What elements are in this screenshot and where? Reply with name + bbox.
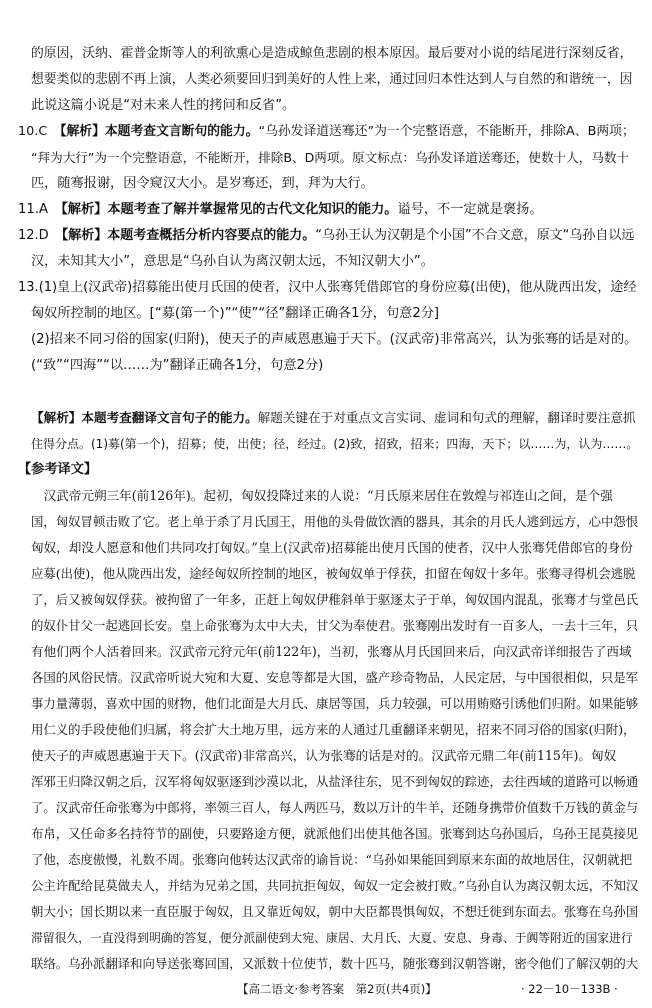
text-line: 匈奴所控制的地区。[“募(第一个)”“使”“径”翻译正确各1分，句意2分] [31, 306, 440, 321]
translation-line: 浑邪王归降汉朝之后，汉军将匈奴驱逐到沙漠以北，从盐泽往东，见不到匈奴的踪迹，去往西域的道路可以畅通 [31, 774, 639, 789]
translation-line: 了他，态度傲慢，礼数不周。张骞向他转达汉武帝的谕旨说：“乌孙如果能回到原来东面的故地居住，汉朝就把 [31, 852, 633, 867]
question-11: 11.A 【解析】本题考查了解并掌握常见的古代文化知识的能力。谥号，不一定就是褒扬。 [18, 202, 543, 217]
translation-line: 用仁义的手段使他们归属，将会扩大土地万里，远方来的人通过几重翻译来朝见，招来不同习俗的国家(归附)， [31, 722, 636, 737]
translation-line: 事力量薄弱，喜欢中国的财物，他们北面是大月氏、康居等国，兵力较强，可以用贿赂引诱他们归附。如果能够 [31, 696, 639, 711]
translation-line: 了，后又被匈奴俘获。被拘留了一年多，正赶上匈奴伊稚斜单于驱逐太子于单，匈奴国内混乱，张骞才与堂邑氏 [31, 592, 639, 607]
translation-line: 有他们两个人活着回来。汉武帝元狩元年(前122年)，当初，张骞从月氏国回来后，向汉武帝详细报告了西域 [31, 644, 632, 659]
translation-line: 应募(出使)，他从陇西出发，途经匈奴所控制的地区，被匈奴单于俘获，扣留在匈奴十多年。张骞寻得机会逃脱 [31, 566, 636, 581]
page-footer [0, 979, 652, 1001]
text-line: 此说这篇小说是“对未来人性的拷问和反省”。 [31, 98, 296, 113]
translation-line: 使天子的声威恩惠遍于天下。(汉武帝)非常高兴，认为张骞的话是对的。汉武帝元鼎二年(前115年)。匈奴 [31, 748, 617, 763]
translation-line: 的奴仆甘父一起逃回长安。皇上命张骞为太中大夫，甘父为奉使君。张骞刚出发时有一百多人，一去十三年，只 [31, 618, 639, 633]
text-line: 匹，随骞报谢，因令窥汉大小。是岁骞还，到，拜为大行。 [31, 176, 374, 191]
translation-line: 朝大小；国长期以来一直臣服于匈奴，且又靠近匈奴，朝中大臣都畏惧匈奴，不想迁徙到东面去。张骞在乌孙国 [31, 904, 639, 919]
text-line: 汉，未知其大小”，意思是“乌孙自认为离汉朝太远，不知汉朝大小”。 [31, 254, 434, 269]
translation-line: 汉武帝元朔三年(前126年)。起初，匈奴投降过来的人说：“月氏原来居住在敦煌与祁连山之间，是个强 [31, 488, 613, 503]
translation-line: 了。汉武帝任命张骞为中郎将，率领三百人，每人两匹马，数以万计的牛羊，还随身携带价值数千万钱的黄金与 [31, 800, 639, 815]
question-13: 13.(1)皇上(汉武帝)招募能出使月氏国的使者，汉中人张骞凭借郎官的身份应募(出使)，他从陇西出发，途经 [18, 280, 637, 295]
footer-title: 【高二语文·参考答案 第2页(共4页)】 [237, 982, 437, 996]
translation-line: 国，匈奴冒顿击败了它。老上单于杀了月氏国王，用他的头骨做饮酒的器具，其余的月氏人逃到远方，心中怨恨 [31, 514, 639, 529]
translation-line: 匈奴，却没人愿意和他们共同攻打匈奴。”皇上(汉武帝)招募能出使月氏国的使者，汉中人张骞凭借郎官的身份 [31, 540, 633, 555]
text-line: 的原因，沃纳、霍普金斯等人的利欲熏心是造成鲸鱼悲剧的根本原因。最后要对小说的结尾进行深刻反省， [31, 46, 633, 61]
translation-line: 布帛，又任命多名持符节的副使，只要路途方便，就派他们出使其他各国。张骞到达乌孙国后，乌孙王昆莫接见 [31, 826, 639, 841]
translation-line: 公主许配给昆莫做夫人，并结为兄弟之国，共同抗拒匈奴，匈奴一定会被打败。”乌孙自认为离汉朝太远，不知汉 [31, 878, 639, 893]
translation-line: 联络。乌孙派翻译和向导送张骞回国，又派数十位使节，数十匹马，随张骞到汉朝答谢，密令他们了解汉朝的大 [31, 956, 639, 971]
question-12: 12.D 【解析】本题考查概括分析内容要点的能力。“乌孙王认为汉朝是个小国”不合文意，原文“乌孙自以远 [18, 228, 635, 243]
text-line: 【解析】本题考查翻译文言句子的能力。解题关键在于对重点文言实词、虚词和句式的理解，翻译时要注意抓 [31, 410, 636, 425]
translation-line: 各国的风俗民情。汉武帝听说大宛和大夏、安息等都是大国，盛产珍奇物品，人民定居，与中国很相似，只是军 [31, 670, 639, 685]
text-line: 想要类似的悲剧不再上演，人类必须要回归到美好的人性上来，通过回归本性达到人与自然的和谐统一，因 [31, 72, 633, 87]
text-line: (2)招来不同习俗的国家(归附)，使天子的声威恩惠遍于天下。(汉武帝)非常高兴，认为张骞的话是对的。 [31, 332, 638, 347]
text-line: “拜为大行”为一个完整语意，不能断开，排除B、D两项。原文标点：乌孙发译道送骞还，使数十人，马数十 [31, 150, 630, 165]
text-line: 住得分点。(1)募(第一个)，招募；使，出使；径，经过。(2)致，招致，招来；四海，天下；以……为，认为……。 [31, 437, 639, 451]
translation-line: 滞留很久，一直没得到明确的答复，便分派副使到大宛、康居、大月氏、大夏、安息、身毒、于阗等附近的国家进行 [31, 931, 633, 945]
footer-code: · 22－10－133B · [521, 982, 618, 996]
text-line: (“致”“四海”“以……为”翻译正确各1分，句意2分) [31, 358, 324, 373]
translation-heading: 【参考译文】 [18, 462, 98, 477]
question-10: 10.C 【解析】本题考查文言断句的能力。“乌孙发译道送骞还”为一个完整语意，不能断开，排除A、B两项； [18, 124, 635, 139]
